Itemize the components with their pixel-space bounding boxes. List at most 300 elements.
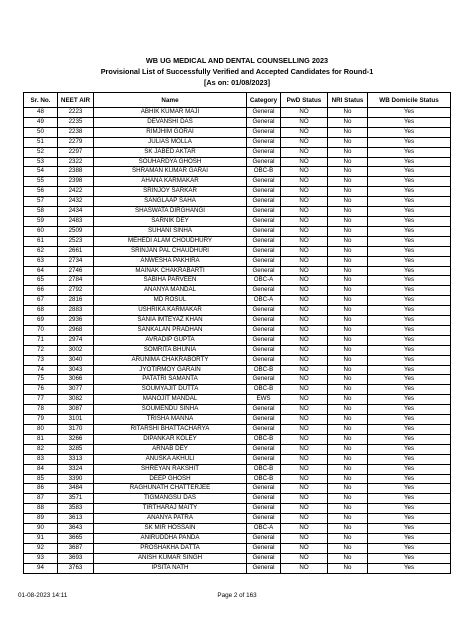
- cell-pwd-status: NO: [281, 444, 328, 454]
- cell-sr-no: 48: [24, 108, 58, 118]
- cell-nri-status: No: [328, 434, 368, 444]
- cell-category: General: [247, 494, 281, 504]
- table-row: [24, 553, 451, 563]
- cell-pwd-status: NO: [281, 514, 328, 524]
- cell-category: General: [247, 345, 281, 355]
- cell-pwd-status: NO: [281, 246, 328, 256]
- cell-category: General: [247, 157, 281, 167]
- cell-name: ANANYA PATRA: [94, 514, 247, 524]
- cell-neet-air: 2968: [58, 325, 94, 335]
- cell-neet-air: 3571: [58, 494, 94, 504]
- cell-neet-air: 3285: [58, 444, 94, 454]
- cell-category: OBC-A: [247, 524, 281, 534]
- cell-nri-status: No: [328, 365, 368, 375]
- cell-pwd-status: NO: [281, 524, 328, 534]
- cell-category: General: [247, 137, 281, 147]
- cell-wb-domicile-status: Yes: [368, 167, 451, 177]
- cell-neet-air: 2235: [58, 117, 94, 127]
- table-row: [24, 157, 451, 167]
- cell-sr-no: 56: [24, 187, 58, 197]
- cell-name: ANANYA MANDAL: [94, 286, 247, 296]
- cell-pwd-status: NO: [281, 395, 328, 405]
- cell-nri-status: No: [328, 543, 368, 553]
- cell-category: General: [247, 325, 281, 335]
- cell-category: General: [247, 236, 281, 246]
- cell-name: SOUMYAJIT DUTTA: [94, 385, 247, 395]
- cell-sr-no: 76: [24, 385, 58, 395]
- cell-sr-no: 91: [24, 533, 58, 543]
- cell-name: AHANA KARMAKAR: [94, 177, 247, 187]
- cell-neet-air: 3583: [58, 504, 94, 514]
- cell-sr-no: 54: [24, 167, 58, 177]
- cell-category: General: [247, 226, 281, 236]
- cell-wb-domicile-status: Yes: [368, 157, 451, 167]
- cell-name: MANOJIT MANDAL: [94, 395, 247, 405]
- cell-wb-domicile-status: Yes: [368, 405, 451, 415]
- cell-nri-status: No: [328, 197, 368, 207]
- cell-pwd-status: NO: [281, 325, 328, 335]
- cell-name: SHREYAN RAKSHIT: [94, 464, 247, 474]
- table-row: [24, 504, 451, 514]
- cell-category: General: [247, 177, 281, 187]
- cell-name: SHRAMAN KUMAR GARAI: [94, 167, 247, 177]
- cell-category: General: [247, 117, 281, 127]
- cell-neet-air: 2434: [58, 207, 94, 217]
- cell-pwd-status: NO: [281, 137, 328, 147]
- cell-pwd-status: NO: [281, 147, 328, 157]
- cell-pwd-status: NO: [281, 434, 328, 444]
- cell-neet-air: 2974: [58, 335, 94, 345]
- cell-sr-no: 69: [24, 316, 58, 326]
- cell-sr-no: 65: [24, 276, 58, 286]
- cell-name: RAGHUNATH CHATTERJEE: [94, 484, 247, 494]
- cell-category: General: [247, 187, 281, 197]
- cell-nri-status: No: [328, 375, 368, 385]
- cell-sr-no: 58: [24, 207, 58, 217]
- table-row: [24, 355, 451, 365]
- cell-neet-air: 3643: [58, 524, 94, 534]
- cell-pwd-status: NO: [281, 563, 328, 573]
- table-row: [24, 563, 451, 573]
- column-header-sr-no: Sr. No.: [24, 93, 58, 108]
- table-body: [24, 108, 451, 574]
- cell-category: General: [247, 405, 281, 415]
- cell-name: RIMJHIM GORAI: [94, 127, 247, 137]
- cell-nri-status: No: [328, 494, 368, 504]
- cell-nri-status: No: [328, 286, 368, 296]
- cell-sr-no: 88: [24, 504, 58, 514]
- cell-neet-air: 2936: [58, 316, 94, 326]
- cell-sr-no: 60: [24, 226, 58, 236]
- cell-nri-status: No: [328, 504, 368, 514]
- cell-nri-status: No: [328, 454, 368, 464]
- cell-sr-no: 70: [24, 325, 58, 335]
- cell-name: SARNIK DEY: [94, 216, 247, 226]
- cell-wb-domicile-status: Yes: [368, 147, 451, 157]
- cell-nri-status: No: [328, 108, 368, 118]
- cell-pwd-status: NO: [281, 167, 328, 177]
- table-row: [24, 207, 451, 217]
- cell-wb-domicile-status: Yes: [368, 207, 451, 217]
- cell-nri-status: No: [328, 425, 368, 435]
- cell-neet-air: 3077: [58, 385, 94, 395]
- column-header-category: Category: [247, 93, 281, 108]
- table-row: [24, 147, 451, 157]
- cell-neet-air: 2509: [58, 226, 94, 236]
- cell-sr-no: 75: [24, 375, 58, 385]
- cell-category: OBC-A: [247, 276, 281, 286]
- cell-nri-status: No: [328, 474, 368, 484]
- cell-sr-no: 92: [24, 543, 58, 553]
- table-row: [24, 454, 451, 464]
- cell-sr-no: 94: [24, 563, 58, 573]
- cell-neet-air: 2883: [58, 306, 94, 316]
- cell-wb-domicile-status: Yes: [368, 563, 451, 573]
- cell-neet-air: 2279: [58, 137, 94, 147]
- cell-name: MD ROSUL: [94, 296, 247, 306]
- cell-nri-status: No: [328, 246, 368, 256]
- cell-wb-domicile-status: Yes: [368, 286, 451, 296]
- cell-sr-no: 66: [24, 286, 58, 296]
- cell-wb-domicile-status: Yes: [368, 514, 451, 524]
- cell-category: General: [247, 454, 281, 464]
- cell-name: IPSITA NATH: [94, 563, 247, 573]
- cell-neet-air: 3043: [58, 365, 94, 375]
- cell-pwd-status: NO: [281, 425, 328, 435]
- table-row: [24, 296, 451, 306]
- cell-nri-status: No: [328, 296, 368, 306]
- cell-category: General: [247, 216, 281, 226]
- cell-sr-no: 93: [24, 553, 58, 563]
- cell-neet-air: 3390: [58, 474, 94, 484]
- table-row: [24, 345, 451, 355]
- cell-wb-domicile-status: Yes: [368, 553, 451, 563]
- cell-pwd-status: NO: [281, 316, 328, 326]
- cell-category: General: [247, 375, 281, 385]
- cell-nri-status: No: [328, 405, 368, 415]
- cell-category: OBC-B: [247, 385, 281, 395]
- table-row: [24, 117, 451, 127]
- cell-nri-status: No: [328, 325, 368, 335]
- table-row: [24, 167, 451, 177]
- cell-nri-status: No: [328, 316, 368, 326]
- table-row: [24, 216, 451, 226]
- cell-wb-domicile-status: Yes: [368, 266, 451, 276]
- cell-name: SANGLAAP SAHA: [94, 197, 247, 207]
- cell-wb-domicile-status: Yes: [368, 216, 451, 226]
- table-row: [24, 434, 451, 444]
- table-row: [24, 127, 451, 137]
- cell-nri-status: No: [328, 395, 368, 405]
- cell-pwd-status: NO: [281, 266, 328, 276]
- cell-wb-domicile-status: Yes: [368, 365, 451, 375]
- cell-wb-domicile-status: Yes: [368, 415, 451, 425]
- cell-sr-no: 63: [24, 256, 58, 266]
- cell-pwd-status: NO: [281, 415, 328, 425]
- cell-wb-domicile-status: Yes: [368, 325, 451, 335]
- cell-name: AVRADIP GUPTA: [94, 335, 247, 345]
- cell-name: ANWESHA PAKHIRA: [94, 256, 247, 266]
- cell-sr-no: 67: [24, 296, 58, 306]
- cell-nri-status: No: [328, 187, 368, 197]
- cell-wb-domicile-status: Yes: [368, 236, 451, 246]
- cell-nri-status: No: [328, 276, 368, 286]
- cell-name: MAINAK CHAKRABARTI: [94, 266, 247, 276]
- cell-sr-no: 62: [24, 246, 58, 256]
- table-row: [24, 286, 451, 296]
- cell-wb-domicile-status: Yes: [368, 454, 451, 464]
- cell-sr-no: 71: [24, 335, 58, 345]
- cell-nri-status: No: [328, 226, 368, 236]
- cell-sr-no: 85: [24, 474, 58, 484]
- cell-category: General: [247, 256, 281, 266]
- header-date: [As on: 01/08/2023]: [203, 78, 271, 87]
- cell-nri-status: No: [328, 464, 368, 474]
- cell-neet-air: 3087: [58, 405, 94, 415]
- cell-pwd-status: NO: [281, 187, 328, 197]
- cell-neet-air: 3101: [58, 415, 94, 425]
- cell-neet-air: 3665: [58, 533, 94, 543]
- cell-name: ARNAB DEY: [94, 444, 247, 454]
- cell-wb-domicile-status: Yes: [368, 296, 451, 306]
- cell-nri-status: No: [328, 127, 368, 137]
- cell-name: SOMRITA BHUNIA: [94, 345, 247, 355]
- cell-nri-status: No: [328, 385, 368, 395]
- cell-category: General: [247, 444, 281, 454]
- cell-category: General: [247, 246, 281, 256]
- cell-neet-air: 2784: [58, 276, 94, 286]
- cell-name: MEHEDI ALAM CHOUDHURY: [94, 236, 247, 246]
- cell-pwd-status: NO: [281, 543, 328, 553]
- cell-nri-status: No: [328, 484, 368, 494]
- cell-category: General: [247, 484, 281, 494]
- table-row: [24, 335, 451, 345]
- cell-name: SRINJAN PAL CHAUDHURI: [94, 246, 247, 256]
- cell-category: General: [247, 335, 281, 345]
- cell-sr-no: 87: [24, 494, 58, 504]
- cell-neet-air: 3170: [58, 425, 94, 435]
- cell-name: DEVANSHI DAS: [94, 117, 247, 127]
- column-header-name: Name: [94, 93, 247, 108]
- cell-category: OBC-B: [247, 434, 281, 444]
- cell-sr-no: 59: [24, 216, 58, 226]
- cell-sr-no: 80: [24, 425, 58, 435]
- header-subtitle: Provisional List of Successfully Verified and Accepted Candidates for Round-1: [100, 67, 374, 76]
- table-row: [24, 137, 451, 147]
- cell-sr-no: 89: [24, 514, 58, 524]
- cell-neet-air: 2816: [58, 296, 94, 306]
- cell-nri-status: No: [328, 563, 368, 573]
- cell-wb-domicile-status: Yes: [368, 494, 451, 504]
- table-row: [24, 316, 451, 326]
- cell-pwd-status: NO: [281, 494, 328, 504]
- cell-wb-domicile-status: Yes: [368, 335, 451, 345]
- cell-nri-status: No: [328, 207, 368, 217]
- cell-pwd-status: NO: [281, 286, 328, 296]
- cell-name: USHRIKA KARMAKAR: [94, 306, 247, 316]
- cell-neet-air: 2238: [58, 127, 94, 137]
- table-row: [24, 524, 451, 534]
- cell-name: SANIA IMTEYAZ KHAN: [94, 316, 247, 326]
- cell-pwd-status: NO: [281, 256, 328, 266]
- cell-category: EWS: [247, 395, 281, 405]
- cell-neet-air: 2422: [58, 187, 94, 197]
- cell-pwd-status: NO: [281, 365, 328, 375]
- table-row: [24, 395, 451, 405]
- cell-sr-no: 86: [24, 484, 58, 494]
- cell-wb-domicile-status: Yes: [368, 425, 451, 435]
- table-row: [24, 405, 451, 415]
- cell-neet-air: 3324: [58, 464, 94, 474]
- cell-wb-domicile-status: Yes: [368, 177, 451, 187]
- cell-category: General: [247, 415, 281, 425]
- cell-name: SK MIR HOSSAIN: [94, 524, 247, 534]
- cell-neet-air: 2523: [58, 236, 94, 246]
- table-row: [24, 246, 451, 256]
- cell-name: PATATRI SAMANTA: [94, 375, 247, 385]
- cell-neet-air: 3763: [58, 563, 94, 573]
- cell-sr-no: 73: [24, 355, 58, 365]
- cell-sr-no: 55: [24, 177, 58, 187]
- cell-nri-status: No: [328, 266, 368, 276]
- cell-neet-air: 2734: [58, 256, 94, 266]
- cell-nri-status: No: [328, 533, 368, 543]
- table-row: [24, 514, 451, 524]
- cell-name: JULIAS MOLLA: [94, 137, 247, 147]
- cell-nri-status: No: [328, 147, 368, 157]
- cell-pwd-status: NO: [281, 236, 328, 246]
- cell-neet-air: 2223: [58, 108, 94, 118]
- cell-neet-air: 3082: [58, 395, 94, 405]
- cell-pwd-status: NO: [281, 385, 328, 395]
- cell-sr-no: 68: [24, 306, 58, 316]
- cell-neet-air: 2388: [58, 167, 94, 177]
- cell-wb-domicile-status: Yes: [368, 197, 451, 207]
- cell-sr-no: 57: [24, 197, 58, 207]
- cell-wb-domicile-status: Yes: [368, 434, 451, 444]
- cell-wb-domicile-status: Yes: [368, 464, 451, 474]
- cell-category: General: [247, 514, 281, 524]
- cell-pwd-status: NO: [281, 375, 328, 385]
- cell-name: SUHANI SINHA: [94, 226, 247, 236]
- cell-nri-status: No: [328, 345, 368, 355]
- cell-pwd-status: NO: [281, 454, 328, 464]
- footer-page-number: Page 2 of 163: [217, 592, 257, 599]
- table-row: [24, 365, 451, 375]
- cell-wb-domicile-status: Yes: [368, 306, 451, 316]
- cell-nri-status: No: [328, 553, 368, 563]
- table-row: [24, 266, 451, 276]
- cell-category: General: [247, 147, 281, 157]
- cell-nri-status: No: [328, 355, 368, 365]
- cell-name: DIPANKAR KOLEY: [94, 434, 247, 444]
- cell-neet-air: 2398: [58, 177, 94, 187]
- cell-name: ARUNIMA CHAKRABORTY: [94, 355, 247, 365]
- cell-sr-no: 53: [24, 157, 58, 167]
- cell-sr-no: 79: [24, 415, 58, 425]
- cell-name: ANUSKA AKHULI: [94, 454, 247, 464]
- table-row: [24, 375, 451, 385]
- cell-category: General: [247, 533, 281, 543]
- cell-category: General: [247, 306, 281, 316]
- cell-pwd-status: NO: [281, 464, 328, 474]
- table-row: [24, 187, 451, 197]
- cell-name: SOUHARDYA GHOSH: [94, 157, 247, 167]
- cell-sr-no: 61: [24, 236, 58, 246]
- cell-category: General: [247, 127, 281, 137]
- table-row: [24, 484, 451, 494]
- table-row: [24, 543, 451, 553]
- table-row: [24, 425, 451, 435]
- cell-sr-no: 83: [24, 454, 58, 464]
- cell-neet-air: 3266: [58, 434, 94, 444]
- cell-nri-status: No: [328, 216, 368, 226]
- cell-pwd-status: NO: [281, 296, 328, 306]
- cell-neet-air: 2297: [58, 147, 94, 157]
- cell-wb-domicile-status: Yes: [368, 375, 451, 385]
- candidate-table: [23, 92, 451, 574]
- cell-neet-air: 3066: [58, 375, 94, 385]
- cell-nri-status: No: [328, 415, 368, 425]
- cell-wb-domicile-status: Yes: [368, 345, 451, 355]
- cell-name: ANISH KUMAR SINGH: [94, 553, 247, 563]
- cell-nri-status: No: [328, 335, 368, 345]
- cell-name: SHASWATA DIRGHANGI: [94, 207, 247, 217]
- cell-wb-domicile-status: Yes: [368, 316, 451, 326]
- cell-neet-air: 3687: [58, 543, 94, 553]
- cell-pwd-status: NO: [281, 177, 328, 187]
- column-header-wb-domicile-status: WB Domicile Status: [368, 93, 451, 108]
- cell-wb-domicile-status: Yes: [368, 276, 451, 286]
- table-row: [24, 256, 451, 266]
- cell-sr-no: 51: [24, 137, 58, 147]
- cell-pwd-status: NO: [281, 533, 328, 543]
- cell-pwd-status: NO: [281, 345, 328, 355]
- cell-pwd-status: NO: [281, 335, 328, 345]
- cell-sr-no: 81: [24, 434, 58, 444]
- cell-pwd-status: NO: [281, 553, 328, 563]
- cell-category: General: [247, 316, 281, 326]
- cell-name: SK JABED AKTAR: [94, 147, 247, 157]
- cell-name: TIRTHARAJ MAITY: [94, 504, 247, 514]
- cell-name: SABIHA PARVEEN: [94, 276, 247, 286]
- cell-category: OBC-A: [247, 296, 281, 306]
- cell-name: SOUMENDU SINHA: [94, 405, 247, 415]
- cell-wb-domicile-status: Yes: [368, 355, 451, 365]
- cell-wb-domicile-status: Yes: [368, 137, 451, 147]
- cell-name: RITARSHI BHATTACHARYA: [94, 425, 247, 435]
- cell-wb-domicile-status: Yes: [368, 504, 451, 514]
- cell-wb-domicile-status: Yes: [368, 385, 451, 395]
- cell-pwd-status: NO: [281, 355, 328, 365]
- cell-nri-status: No: [328, 306, 368, 316]
- table-header-row: [24, 93, 451, 108]
- cell-name: JYOTIRMOY GARAIN: [94, 365, 247, 375]
- table-row: [24, 464, 451, 474]
- cell-wb-domicile-status: Yes: [368, 256, 451, 266]
- cell-neet-air: 2432: [58, 197, 94, 207]
- cell-category: General: [247, 108, 281, 118]
- footer-timestamp: 01-08-2023 14:11: [18, 592, 68, 599]
- cell-neet-air: 3693: [58, 553, 94, 563]
- cell-category: General: [247, 553, 281, 563]
- cell-neet-air: 3613: [58, 514, 94, 524]
- cell-wb-domicile-status: Yes: [368, 533, 451, 543]
- cell-neet-air: 2746: [58, 266, 94, 276]
- cell-name: PROSHAKHA DATTA: [94, 543, 247, 553]
- table-row: [24, 177, 451, 187]
- cell-category: OBC-B: [247, 464, 281, 474]
